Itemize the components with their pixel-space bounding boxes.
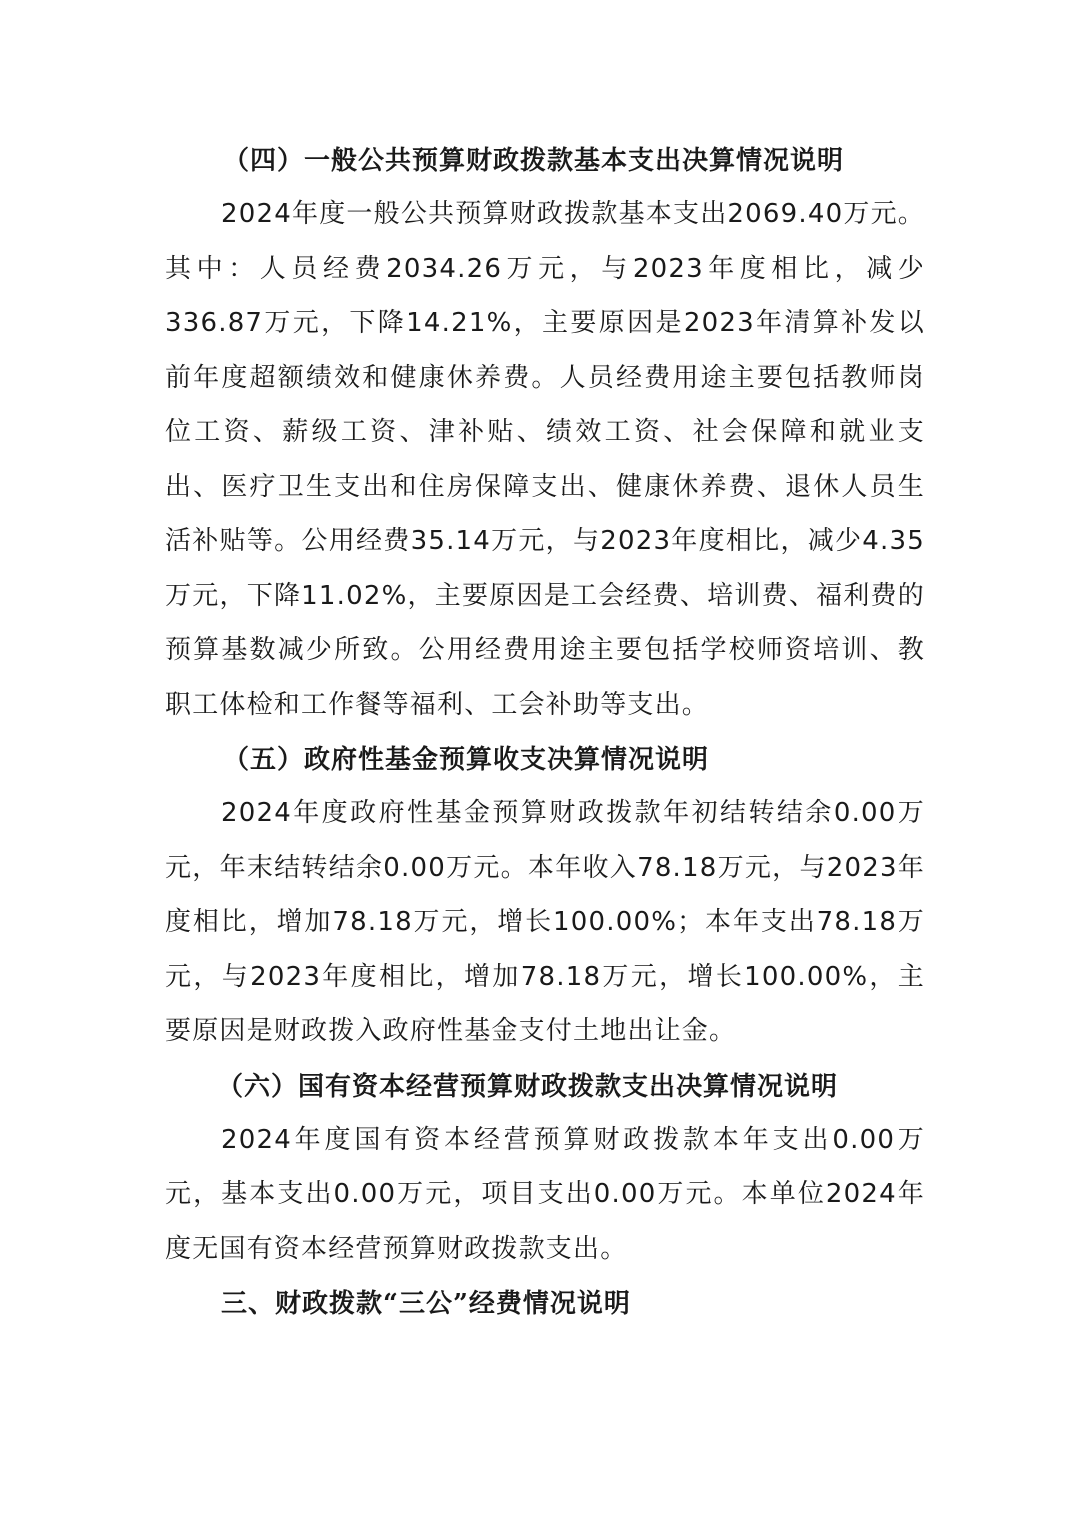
document-page — [165, 135, 925, 1330]
section-body-4: 2024年度一般公共预算财政拨款基本支出2069.40万元。其中：人员经费2034.26万元，与2023年度相比，减少336.87万元，下降14.21%，主要原因是2023年清算补发以前年度超额绩效和健康休养费。人员经费用途主要包括教师岗位工资、薪级工资、津补贴、绩效工资、社会保障和就业支出、医疗卫生支出和住房保障支出、健康休养费、退休人员生活补贴等。公用经费35.14万元，与2023年度相比，减少4.35万元，下降11.02%，主要原因是工会经费、培训费、福利费的预算基数减少所致。公用经费用途主要包括学校师资培训、教职工体检和工作餐等福利、工会补助等支出。 — [165, 199, 925, 720]
section-heading-5: （五）政府性基金预算收支决算情况说明 — [223, 745, 710, 775]
section-heading-6: （六）国有资本经营预算财政拨款支出决算情况说明 — [217, 1071, 839, 1102]
section-body-5: 2024年度政府性基金预算财政拨款年初结转结余0.00万元，年末结转结余0.00万元。本年收入78.18万元，与2023年度相比，增加78.18万元，增长100.00%；本年支出78.18万元，与2023年度相比，增加78.18万元，增长100.00%，主要原因是财政拨入政府性基金支付土地出让金。 — [165, 798, 925, 1046]
section-heading-4: （四）一般公共预算财政拨款基本支出决算情况说明 — [223, 146, 845, 176]
section-body-6: 2024年度国有资本经营预算财政拨款本年支出0.00万元，基本支出0.00万元，项目支出0.00万元。本单位2024年度无国有资本经营预算财政拨款支出。 — [165, 1124, 925, 1264]
chapter-heading-3: 三、财政拨款“三公”经费情况说明 — [221, 1289, 631, 1319]
